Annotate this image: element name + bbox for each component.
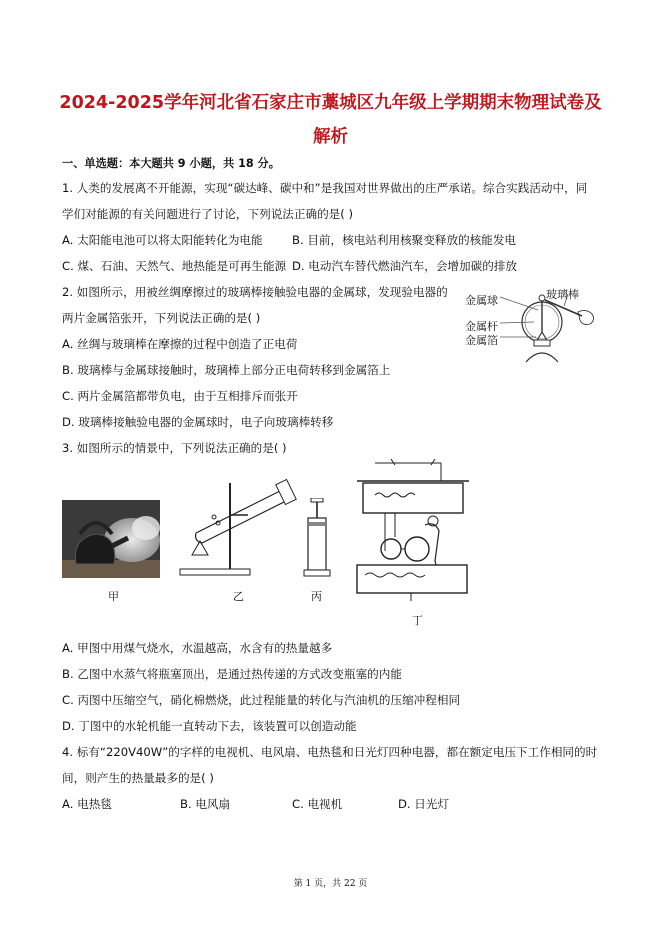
section-heading: 一、单选题：本大题共 9 小题，共 18 分。 xyxy=(62,157,280,170)
page-title xyxy=(40,86,621,154)
caption-yi: 乙 xyxy=(233,590,244,603)
q4-stem-line-2: 间，则产生的热量最多的是( ) xyxy=(62,771,214,785)
q1-stem-line-1: 1. 人类的发展离不开能源，实现“碳达峰、碳中和”是我国对世界做出的庄严承诺。综合实践活动中，同 xyxy=(62,181,588,195)
water-wheel-figure xyxy=(355,457,475,607)
q3-option-a: A. 甲图中用煤气烧水，水温越高，水含有的热量越多 xyxy=(62,641,333,655)
label-metal-ball: 金属球 xyxy=(465,294,498,307)
caption-bing: 丙 xyxy=(311,590,322,603)
compression-cylinder-figure xyxy=(302,498,332,580)
q3-option-c: C. 丙图中压缩空气，硝化棉燃烧，此过程能量的转化与汽油机的压缩冲程相同 xyxy=(62,693,461,707)
q4-stem-line-1: 4. 标有“220V40W”的字样的电视机、电风扇、电热毯和日光灯四种电器，都在额定电压下工作相同的时 xyxy=(62,745,598,759)
q4-option-c: C. 电视机 xyxy=(292,797,343,811)
q1-option-b: B. 目前，核电站利用核聚变释放的核能发电 xyxy=(292,233,517,247)
q4-option-b: B. 电风扇 xyxy=(180,797,231,811)
q3-option-d: D. 丁图中的水轮机能一直转动下去，该装置可以创造动能 xyxy=(62,719,357,733)
q1-option-d: D. 电动汽车替代燃油汽车，会增加碳的排放 xyxy=(292,259,517,273)
test-tube-figure xyxy=(172,475,302,580)
q2-stem-line-2: 两片金属箔张开，下列说法正确的是( ) xyxy=(62,311,261,325)
kettle-photo xyxy=(62,500,160,578)
q4-option-a: A. 电热毯 xyxy=(62,797,112,811)
q2-option-b: B. 玻璃棒与金属球接触时，玻璃棒上部分正电荷转移到金属箔上 xyxy=(62,363,391,377)
q3-option-b: B. 乙图中水蒸气将瓶塞顶出，是通过热传递的方式改变瓶塞的内能 xyxy=(62,667,402,681)
q2-option-c: C. 两片金属箔都带负电，由于互相排斥而张开 xyxy=(62,389,298,403)
q1-stem-line-2: 学们对能源的有关问题进行了讨论，下列说法正确的是( ) xyxy=(62,207,353,221)
label-metal-foil: 金属箔 xyxy=(465,334,498,347)
q3-stem: 3. 如图所示的情景中，下列说法正确的是( ) xyxy=(62,441,287,455)
title-line-1: 2024-2025学年河北省石家庄市藁城区九年级上学期期末物理试卷及 xyxy=(59,93,602,113)
q2-option-d: D. 玻璃棒接触验电器的金属球时，电子向玻璃棒转移 xyxy=(62,415,334,429)
caption-jia: 甲 xyxy=(108,590,119,603)
caption-ding: 丁 xyxy=(412,614,423,627)
title-line-2: 解析 xyxy=(313,127,348,147)
q2-stem-line-1: 2. 如图所示，用被丝绸摩擦过的玻璃棒接触验电器的金属球，发现验电器的 xyxy=(62,285,448,299)
q1-option-a: A. 太阳能电池可以将太阳能转化为电能 xyxy=(62,233,263,247)
q4-option-d: D. 日光灯 xyxy=(398,797,450,811)
label-metal-stem: 金属杆 xyxy=(465,320,498,333)
page-footer: 第 1 页，共 22 页 xyxy=(293,879,368,889)
q2-option-a: A. 丝绸与玻璃棒在摩擦的过程中创造了正电荷 xyxy=(62,337,298,351)
label-glass-rod: 玻璃棒 xyxy=(546,288,579,301)
q1-option-c: C. 煤、石油、天然气、地热能是可再生能源 xyxy=(62,259,287,273)
